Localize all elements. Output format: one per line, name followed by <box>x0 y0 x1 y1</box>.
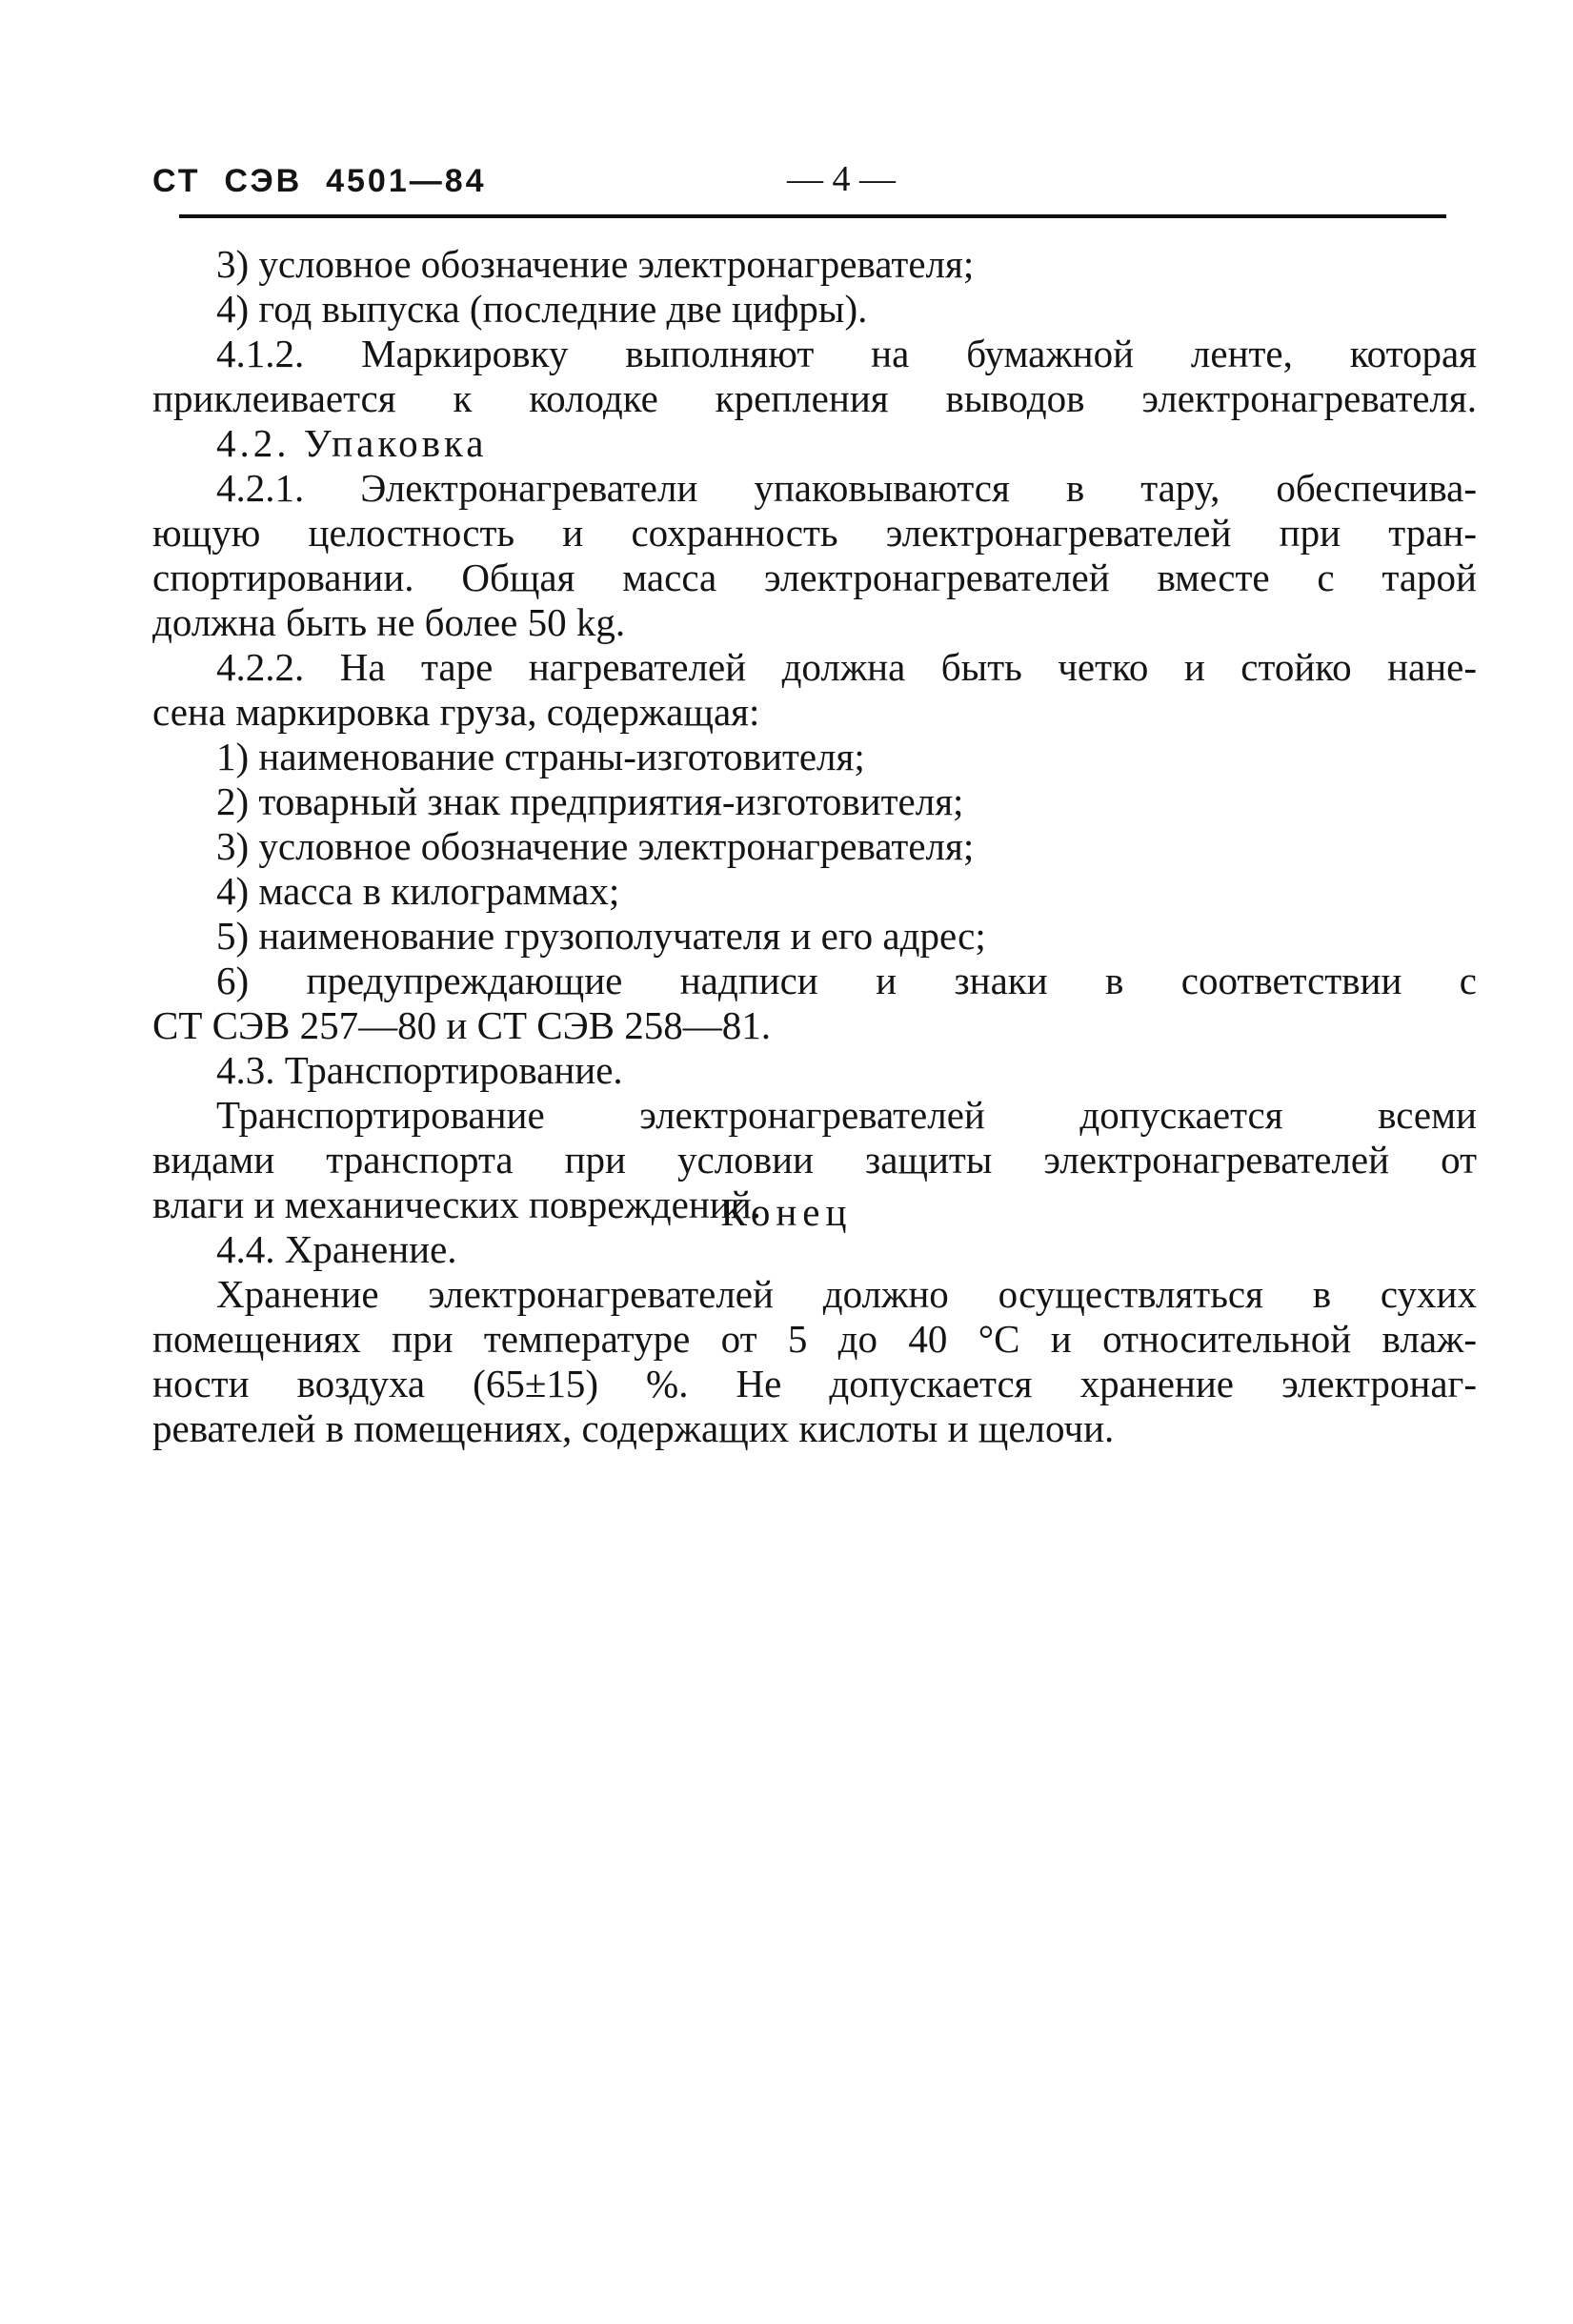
section-heading: 4.3. Транспортирование. <box>216 1048 623 1092</box>
list-item: 3) условное обозначение электронагревателя; <box>216 824 975 868</box>
paragraph-line: Транспортирование электронагревателей допускается всеми <box>216 1093 1477 1137</box>
header-rule <box>179 214 1446 218</box>
list-item: 4) масса в килограммах; <box>216 869 620 913</box>
list-item: 4) год выпуска (последние две цифры). <box>216 287 868 331</box>
paragraph-line: спортировании. Общая масса электронагревателей вместе с тарой <box>152 556 1477 599</box>
section-heading: 4.2. Упаковка <box>216 421 488 465</box>
list-item: 6) предупреждающие надписи и знаки в соответствии с <box>216 959 1477 1002</box>
paragraph-line: 4.1.2. Маркировку выполняют на бумажной ленте, которая <box>216 332 1477 375</box>
list-item: 3) условное обозначение электронагревателя; <box>216 242 975 286</box>
paragraph-line: СТ СЭВ 257—80 и СТ СЭВ 258—81. <box>152 1003 771 1047</box>
standard-code: СТ СЭВ 4501—84 <box>152 163 487 199</box>
page-number: — 4 — <box>787 159 896 199</box>
paragraph-line: сена маркировка груза, содержащая: <box>152 690 760 734</box>
end-marker: Конец <box>720 1190 853 1234</box>
list-item: 2) товарный знак предприятия-изготовителя; <box>216 779 964 823</box>
list-item: 5) наименование грузополучателя и его адрес; <box>216 914 986 958</box>
paragraph-line: ности воздуха (65±15) %. Не допускается хранение электронаг- <box>152 1362 1477 1405</box>
paragraph-line: приклеивается к колодке крепления выводов электронагревателя. <box>152 376 1477 420</box>
paragraph-line: Хранение электронагревателей должно осуществляться в сухих <box>216 1272 1477 1316</box>
paragraph-line: ревателей в помещениях, содержащих кислоты и щелочи. <box>152 1406 1115 1450</box>
paragraph-line: влаги и механических повреждений. <box>152 1182 761 1226</box>
paragraph-line: видами транспорта при условии защиты электронагревателей от <box>152 1138 1477 1182</box>
paragraph-line: помещениях при температуре от 5 до 40 °С и относительной влаж- <box>152 1317 1477 1361</box>
paragraph-line: ющую целостность и сохранность электронагревателей при тран- <box>152 511 1477 555</box>
paragraph-line: 4.2.1. Электронагреватели упаковываются в тару, обеспечива- <box>216 466 1477 510</box>
paragraph-line: должна быть не более 50 kg. <box>152 600 626 644</box>
list-item: 1) наименование страны-изготовителя; <box>216 735 865 778</box>
section-heading: 4.4. Хранение. <box>216 1227 457 1271</box>
paragraph-line: 4.2.2. На таре нагревателей должна быть четко и стойко нане- <box>216 645 1477 689</box>
